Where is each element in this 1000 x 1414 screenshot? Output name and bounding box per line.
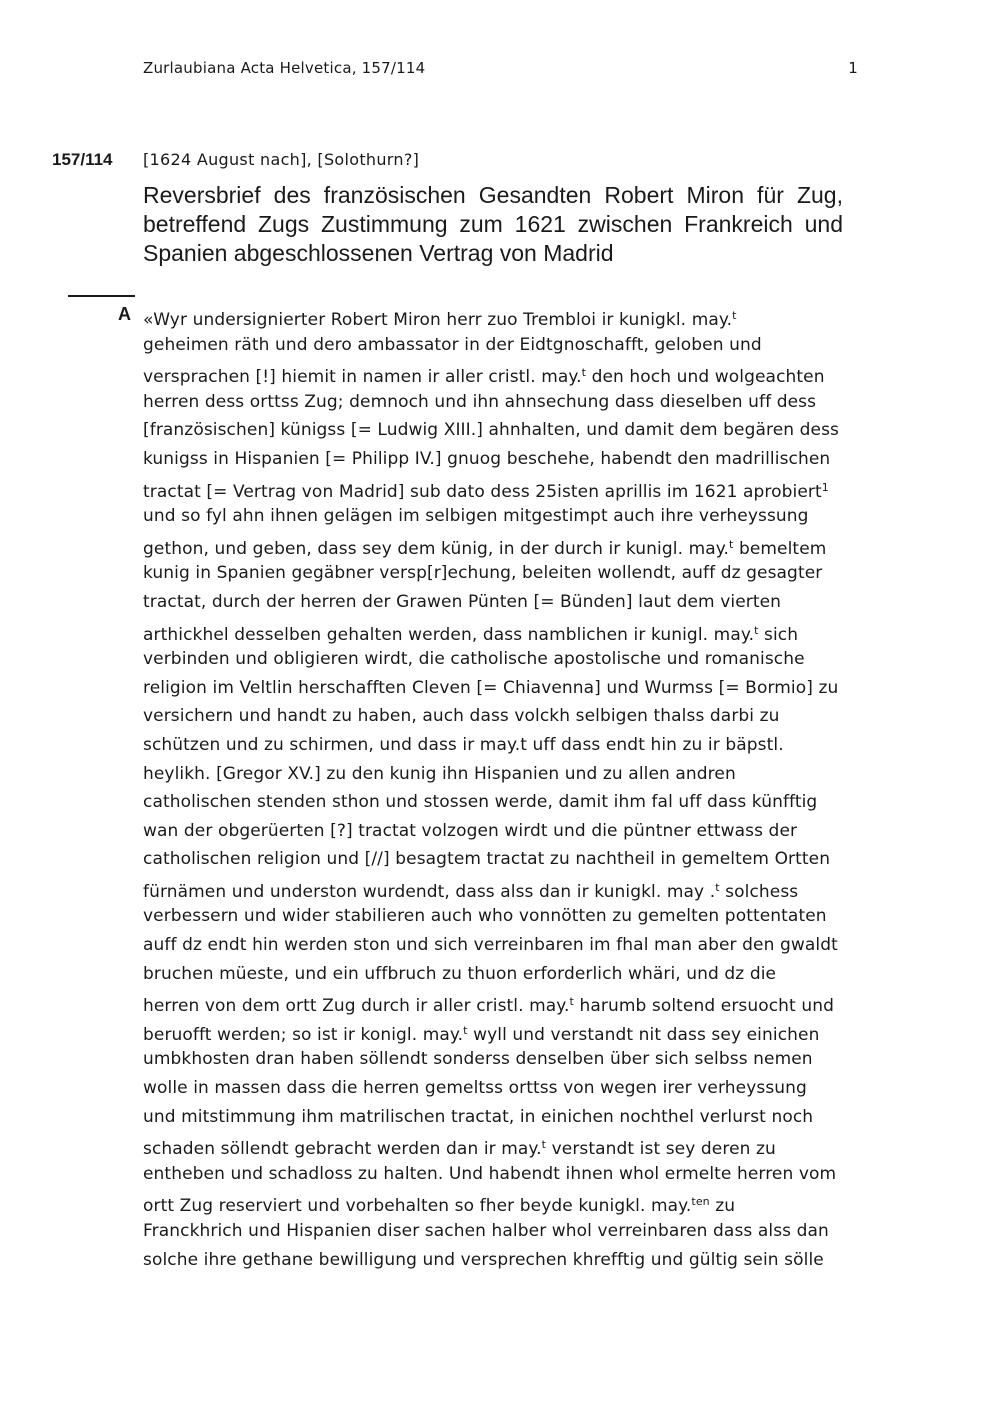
source-siglum: A [118,304,131,324]
line-text: heylikh. [Gregor XV.] zu den kunig ihn Hispanien und zu allen andren [143,763,736,784]
superscript: 1 [821,480,829,494]
separator-rule [68,295,135,297]
line-text: fürnämen und underston wurdendt, dass alss dan ir kunigkl. may . [143,881,716,902]
line-text: geheimen räth und dero ambassator in der Eidtgnoschafft, geloben und [143,334,762,355]
text-line [143,1017,873,1046]
text-line [143,988,873,1017]
line-text: umbkhosten dran haben söllendt sonderss denselben über sich selbss nemen [143,1049,813,1070]
superscript: t [569,995,574,1009]
text-line [143,1045,873,1074]
text-line [143,416,873,445]
superscript: t [463,1023,468,1037]
superscript: t [754,623,759,637]
line-text: Franckhrich und Hispanien diser sachen halber whol verreinbaren dass alss dan [143,1221,829,1241]
text-line [143,960,873,989]
line-text: und so fyl ahn ihnen gelägen im selbigen mitgestimpt auch ihre verheyssung [143,506,809,527]
document-date-place: [1624 August nach], [Solothurn?] [143,150,420,169]
line-text: tractat [= Vertrag von Madrid] sub dato dess 25isten aprillis im 1621 aprobiert [143,481,822,502]
text-line [143,531,873,560]
text-line [143,674,873,703]
text-line [143,902,873,931]
text-line [143,845,873,874]
line-text: arthickhel desselben gehalten werden, dass namblichen ir kunigl. may. [143,624,755,645]
line-text: verbessern und wider stabilieren auch who vonnötten zu gemelten pottentaten [143,906,827,927]
text-line [143,645,873,674]
superscript: t [541,1138,547,1152]
document-title: Reversbrief des französischen Gesandten Robert Miron für Zug, betreffend Zugs Zustimmung zum 1621 zwischen Frankreich und Spanien abgeschlossenen Vertrag von Madrid [143,182,843,266]
line-text: schaden söllendt gebracht werden dan ir may. [143,1139,542,1160]
transcription-text [143,302,873,1274]
text-line [143,359,873,388]
line-text: tractat, durch der herren der Grawen Pünten [= Bünden] laut dem vierten [143,591,782,612]
line-text-after: solchess [719,881,799,902]
text-line [143,760,873,789]
text-line [143,1160,873,1189]
line-text: wan der obgerüerten [?] tractat volzogen wirdt und die püntner ettwass der [143,820,798,841]
line-text-after: den hoch und wolgeachten [586,367,825,388]
line-text: bruchen müeste, und ein uffbruch zu thuon erforderlich whäri, und dz die [143,963,777,984]
line-text: schützen und zu schirmen, und dass ir may.t uff dass endt hin zu ir bäpstl. [143,734,784,755]
text-line [143,1188,873,1217]
running-title: Zurlaubiana Acta Helvetica, 157/114 [143,59,426,77]
line-text: versprachen [!] hiemit in namen ir aller cristl. may. [143,367,582,388]
line-text: solche ihre gethane bewilligung und versprechen khrefftig und gültig sein sölle [143,1249,824,1270]
text-line [143,302,873,331]
line-text: kunig in Spanien gegäbner versp[r]echung, beleiten wollendt, auff dz gesagter [143,563,823,584]
line-text-after: sich [758,624,799,645]
text-line [143,1246,873,1275]
line-text: beruofft werden; so ist ir konigl. may. [143,1024,464,1045]
line-text: «Wyr undersignierter Robert Miron herr zuo Trembloi ir kunigkl. may. [143,310,733,330]
line-text-after: wyll und verstandt nit dass sey einichen [467,1024,820,1045]
line-text: gethon, und geben, dass sey dem künig, in der durch ir kunigl. may. [143,538,730,559]
superscript: t [715,880,720,894]
text-line [143,702,873,731]
line-text-after: bemeltem [733,538,827,559]
line-text: catholischen religion und [//] besagtem tractat zu nachtheil in gemeltem Ortten [143,849,831,870]
line-text: herren dess orttss Zug; demnoch und ihn ahnsechung dass dieselben uff dess [143,391,817,412]
text-line [143,817,873,846]
line-text-after: harumb soltend ersuocht und [573,996,834,1017]
superscript: t [581,366,587,380]
line-text-after: zu [709,1196,736,1217]
text-line [143,931,873,960]
text-line [143,788,873,817]
page-number: 1 [848,59,858,77]
text-line [143,388,873,417]
line-text-after: verstandt ist sey deren zu [546,1139,776,1160]
line-text: herren von dem ortt Zug durch ir aller cristl. may. [143,996,570,1017]
text-line [143,874,873,903]
line-text: ortt Zug reserviert und vorbehalten so fher beyde kunigkl. may. [143,1196,692,1217]
text-line [143,1217,873,1246]
line-text: [französischen] künigss [= Ludwig XIII.] ahnhalten, und damit dem begären dess [143,420,840,441]
line-text: auff dz endt hin werden ston und sich verreinbaren im fhal man aber den gwaldt [143,935,838,956]
line-text: verbinden und obligieren wirdt, die catholische apostolische und romanische [143,649,805,670]
superscript: t [729,537,734,551]
line-text: kunigss in Hispanien [= Philipp IV.] gnuog beschehe, habendt den madrillischen [143,448,831,469]
text-line [143,731,873,760]
text-line [143,617,873,646]
text-line [143,331,873,360]
line-text: entheben und schadloss zu halten. Und habendt ihnen whol ermelte herren vom [143,1163,837,1184]
text-line [143,1103,873,1132]
text-line [143,445,873,474]
line-text: religion im Veltlin herschafften Cleven [= Chiavenna] und Wurmss [= Bormio] zu [143,677,839,698]
text-line [143,502,873,531]
text-line [143,559,873,588]
text-line [143,1131,873,1160]
superscript: t [732,309,737,322]
running-header [143,59,858,77]
text-line [143,588,873,617]
line-text: versichern und handt zu haben, auch dass volckh selbigen thalss darbi zu [143,706,780,727]
text-line [143,474,873,503]
line-text: catholischen stenden sthon und stossen werde, damit ihm fal uff dass künfftig [143,792,818,813]
document-number: 157/114 [52,150,113,169]
line-text: wolle in massen dass die herren gemeltss orttss von wegen irer verheyssung [143,1078,807,1099]
line-text: und mitstimmung ihm matrilischen tractat, in einichen nochthel verlurst noch [143,1106,814,1127]
text-line [143,1074,873,1103]
superscript: ten [691,1195,710,1209]
